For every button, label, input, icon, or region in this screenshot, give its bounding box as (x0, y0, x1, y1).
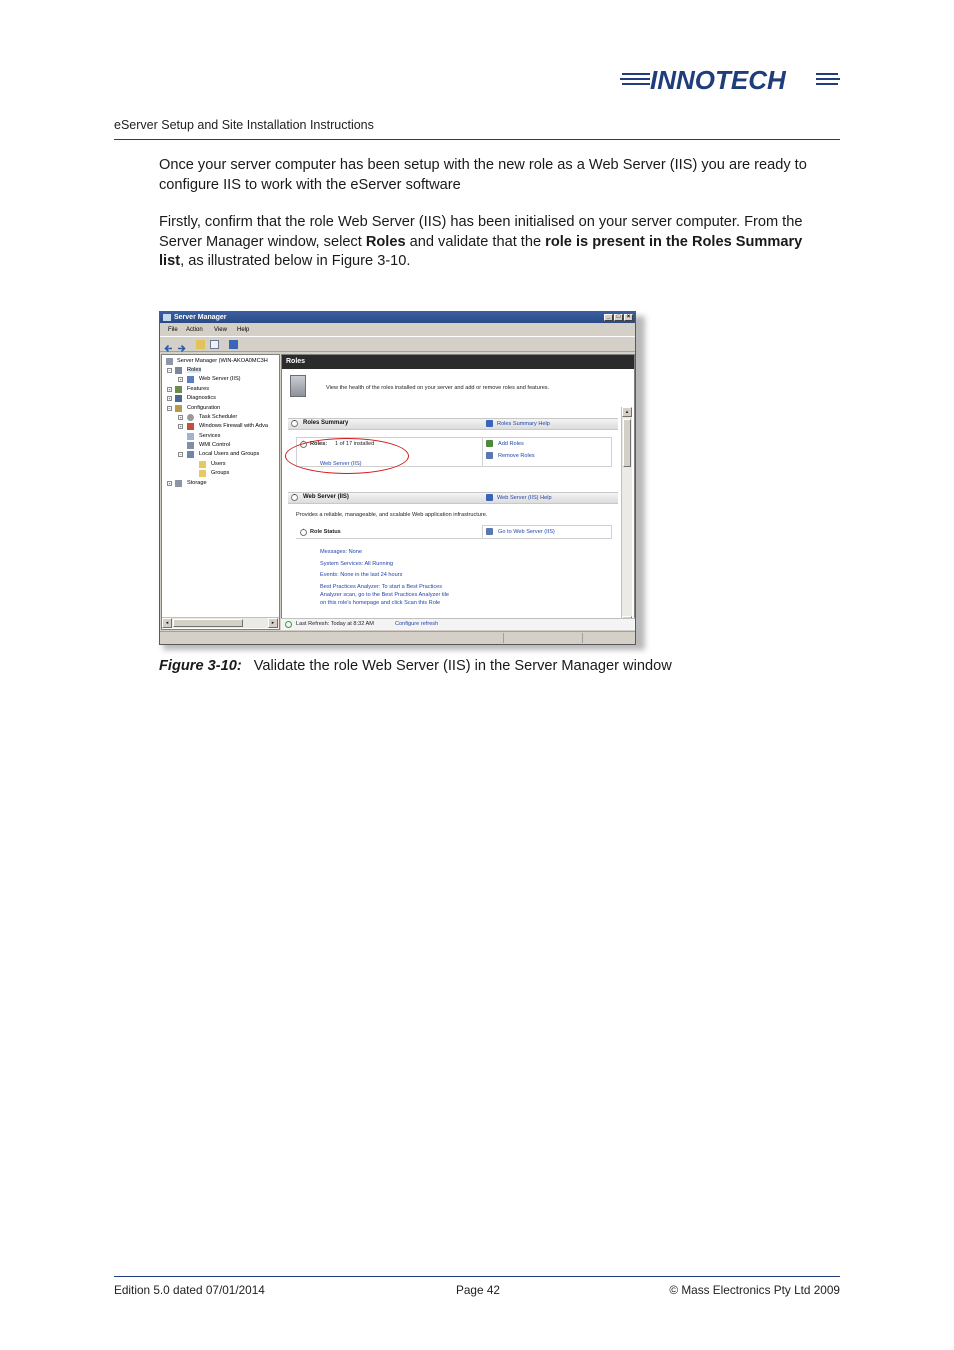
menu-bar (160, 324, 635, 335)
minimize-icon[interactable]: _ (604, 314, 613, 321)
tree-item-firewall[interactable]: Windows Firewall with Adva (199, 423, 269, 429)
collapse-section-icon[interactable]: ˆ (291, 420, 298, 427)
expand-icon[interactable]: + (168, 396, 171, 401)
bpa-line-2[interactable]: Analyzer scan, go to the Best Practices Analyzer tile (320, 592, 450, 598)
figure-caption-text: Validate the role Web Server (IIS) in the Server Manager window (253, 658, 672, 674)
tree-item-local-users[interactable]: Local Users and Groups (199, 451, 260, 457)
roles-intro-text: View the health of the roles installed on your server and add or remove roles and features. (326, 385, 550, 391)
bold-list: list (159, 253, 181, 269)
tree-item-features[interactable]: Features (187, 386, 210, 392)
text-run: , as illustrated below in Figure 3-10. (180, 253, 411, 269)
roles-icon (175, 367, 182, 374)
intro-line-1: Once your server computer has been setup with the new role as a Web Server (IIS) you are ready to (159, 157, 807, 173)
text-run: Server Manager window, select (159, 233, 366, 250)
tree-item-wmi[interactable]: WMI Control (199, 442, 231, 448)
scroll-left-icon[interactable]: ◂ (162, 618, 172, 628)
tree-item-configuration[interactable]: Configuration (187, 405, 221, 411)
configure-refresh-link[interactable]: Configure refresh (395, 621, 439, 627)
help-icon[interactable] (229, 340, 238, 349)
expand-icon[interactable]: + (179, 424, 182, 429)
remove-roles-link[interactable]: Remove Roles (498, 453, 535, 459)
roles-summary-title: Roles Summary (303, 420, 349, 426)
window-bottom-bar (160, 631, 635, 644)
go-to-web-server-link[interactable]: Go to Web Server (IIS) (498, 529, 555, 535)
window-title: Server Manager (174, 314, 227, 321)
diagnostics-icon (175, 395, 182, 402)
collapse-section-icon[interactable]: ˆ (291, 494, 298, 501)
navigation-tree (161, 354, 280, 630)
features-icon (175, 386, 182, 393)
scroll-right-icon[interactable]: ▸ (268, 618, 278, 628)
web-server-role-link[interactable]: Web Server (IIS) (320, 461, 362, 467)
server-manager-screenshot (159, 311, 636, 645)
header-rule (114, 139, 840, 140)
menu-view[interactable]: View (214, 327, 227, 333)
storage-icon (175, 480, 182, 487)
web-server-help-link[interactable]: Web Server (IIS) Help (497, 495, 552, 501)
bpa-line-1[interactable]: Best Practices Analyzer: To start a Best Practices (320, 584, 443, 590)
web-server-icon (187, 376, 194, 383)
expand-icon[interactable]: + (179, 377, 182, 382)
figure-label: Figure 3-10: (159, 658, 242, 674)
users-group-icon (187, 451, 194, 458)
bold-roles-summary: role is present in the Roles Summary (545, 233, 803, 250)
bottom-divider (503, 633, 504, 643)
roles-summary-help-link[interactable]: Roles Summary Help (497, 421, 550, 427)
roles-summary-bar[interactable] (288, 418, 618, 430)
figure-caption (159, 658, 672, 674)
instruction-paragraph (159, 213, 849, 272)
footer-copyright: © Mass Electronics Pty Ltd 2009 (669, 1283, 840, 1297)
tree-item-roles[interactable]: Roles (187, 367, 202, 373)
tree-item-web-server[interactable]: Web Server (IIS) (199, 376, 241, 382)
back-arrow-icon[interactable] (164, 340, 173, 349)
roles-heading: Roles (286, 358, 306, 365)
help-icon (486, 494, 493, 501)
text-run: and validate that the (405, 233, 546, 250)
web-server-section-title: Web Server (IIS) (303, 494, 349, 500)
firewall-icon (187, 423, 194, 430)
menu-action[interactable]: Action (186, 327, 203, 333)
menu-help[interactable]: Help (237, 327, 250, 333)
collapse-icon[interactable]: − (168, 406, 171, 411)
close-icon[interactable]: × (624, 314, 633, 321)
window-titlebar (160, 312, 635, 323)
toolbar (160, 336, 635, 352)
messages-link[interactable]: Messages: None (320, 549, 362, 555)
bpa-line-3[interactable]: on this role's homepage and click Scan this Role (320, 600, 441, 606)
refresh-icon[interactable] (285, 621, 292, 628)
content-vertical-scrollbar[interactable] (621, 407, 632, 627)
instruction-line-2 (159, 233, 849, 253)
innotech-logo (620, 64, 842, 94)
menu-file[interactable]: File (168, 327, 178, 333)
content-pane (281, 354, 635, 630)
intro-paragraph (159, 156, 849, 195)
role-status-title: Role Status (310, 529, 341, 535)
tree-item-services[interactable]: Services (199, 433, 221, 439)
add-roles-link[interactable]: Add Roles (498, 441, 524, 447)
tree-root[interactable]: Server Manager (WIN-AKOA0MC3H (177, 358, 268, 364)
collapse-icon[interactable]: − (179, 452, 182, 457)
collapse-icon[interactable]: − (168, 368, 171, 373)
web-server-bar[interactable] (288, 492, 618, 504)
expand-icon[interactable]: + (168, 481, 171, 486)
document-title: eServer Setup and Site Installation Instructions (114, 118, 374, 132)
up-folder-icon[interactable] (196, 340, 205, 349)
annotation-ellipse (285, 438, 409, 474)
logo-text: INNOTECH (650, 65, 786, 94)
roles-label: Roles: (310, 441, 328, 447)
bold-roles: Roles (365, 233, 406, 250)
tree-item-groups[interactable]: Groups (211, 470, 230, 476)
tree-item-storage[interactable]: Storage (187, 480, 207, 486)
collapse-roles-icon[interactable]: ˆ (300, 441, 307, 448)
go-to-icon (486, 528, 493, 535)
footer-page-number: Page 42 (456, 1283, 500, 1297)
bottom-divider (582, 633, 583, 643)
events-link[interactable]: Events: None in the last 24 hours (320, 572, 403, 578)
instruction-line-1: Firstly, confirm that the role Web Server (IIS) has been initialised on your server computer. From the (159, 214, 803, 230)
expand-icon[interactable]: + (168, 387, 171, 392)
status-bar (281, 618, 635, 630)
tree-horizontal-scrollbar[interactable] (162, 617, 279, 628)
help-icon (486, 420, 493, 427)
services-icon (187, 433, 194, 440)
configuration-icon (175, 405, 182, 412)
intro-line-2: configure IIS to work with the eServer software (159, 176, 461, 193)
expand-icon[interactable]: + (179, 415, 182, 420)
roles-header (282, 355, 634, 369)
collapse-role-status-icon[interactable]: ˆ (300, 529, 307, 536)
folder-icon (199, 461, 206, 468)
wmi-icon (187, 442, 194, 449)
folder-icon (199, 470, 206, 477)
scroll-thumb[interactable] (173, 619, 243, 627)
add-roles-icon (486, 440, 493, 447)
remove-roles-icon (486, 452, 493, 459)
server-icon (166, 358, 173, 365)
show-hide-tree-icon[interactable] (210, 340, 219, 349)
web-server-description: Provides a reliable, manageable, and scalable Web application infrastructure. (296, 512, 488, 518)
scroll-thumb[interactable] (623, 419, 631, 467)
tree-item-diagnostics[interactable]: Diagnostics (187, 395, 216, 401)
last-refresh-text: Last Refresh: Today at 8:32 AM (296, 621, 374, 627)
clock-icon (187, 414, 194, 421)
footer-rule (114, 1276, 840, 1277)
system-services-link[interactable]: System Services: All Running (320, 561, 394, 567)
server-roles-icon (290, 375, 306, 397)
maximize-icon[interactable]: □ (614, 314, 623, 321)
tree-item-task-scheduler[interactable]: Task Scheduler (199, 414, 238, 420)
tree-item-users[interactable]: Users (211, 461, 226, 467)
server-manager-icon (163, 314, 171, 321)
forward-arrow-icon[interactable] (177, 340, 186, 349)
instruction-line-3 (159, 252, 849, 272)
footer-edition: Edition 5.0 dated 07/01/2014 (114, 1283, 265, 1297)
scroll-up-icon[interactable]: ▴ (622, 407, 632, 417)
roles-count: 1 of 17 installed (335, 441, 375, 447)
